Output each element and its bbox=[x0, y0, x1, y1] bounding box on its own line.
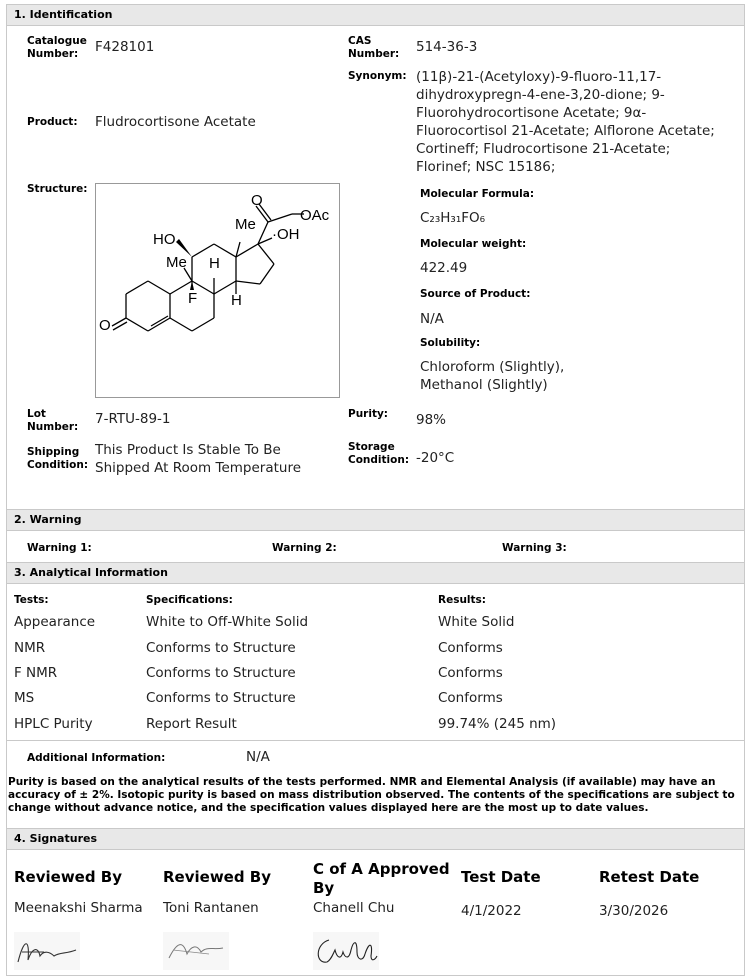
reviewed-by-2-label: Reviewed By bbox=[163, 868, 272, 886]
approved-by-value: Chanell Chu bbox=[313, 900, 395, 916]
source-value: N/A bbox=[420, 311, 444, 327]
section-analytical-header: 3. Analytical Information bbox=[6, 562, 745, 584]
product-label: Product: bbox=[27, 116, 78, 128]
product-value: Fludrocortisone Acetate bbox=[95, 114, 256, 130]
chemical-structure-image bbox=[95, 183, 340, 398]
warning-1-label: Warning 1: bbox=[27, 542, 92, 554]
signature-image-2 bbox=[163, 932, 229, 970]
table-row-result: Conforms bbox=[438, 690, 503, 706]
retest-date-value: 3/30/2026 bbox=[599, 903, 669, 919]
synonym-value: (11β)-21-(Acetyloxy)-9-fluoro-11,17-dihydroxypregn-4-ene-3,20-dione; 9-Fluorohydrocortisone Acetate; 9α-Fluorocortisol 21-Acetate; Alflorone Acetate; Cortineff; Fludrocortisone 21-Acetate; Florinef; NSC 15186; bbox=[416, 69, 715, 175]
table-row-result: White Solid bbox=[438, 614, 515, 630]
atom-me-top: Me bbox=[235, 216, 256, 233]
reviewed-by-1-value: Meenakshi Sharma bbox=[14, 900, 143, 916]
formula-label: Molecular Formula: bbox=[420, 188, 535, 200]
atom-o-left: O bbox=[99, 317, 111, 334]
atom-oh: ·OH bbox=[272, 226, 300, 243]
additional-info-label: Additional Information: bbox=[27, 752, 166, 764]
table-bottom-divider bbox=[6, 740, 745, 741]
solubility-label: Solubility: bbox=[420, 337, 481, 349]
structure-label: Structure: bbox=[27, 183, 88, 195]
reviewed-by-2-value: Toni Rantanen bbox=[163, 900, 259, 916]
col-results-header: Results: bbox=[438, 594, 486, 606]
col-specs-header: Specifications: bbox=[146, 594, 233, 606]
storage-value: -20°C bbox=[416, 450, 455, 466]
formula-value: C₂₃H₃₁FO₆ bbox=[420, 210, 486, 226]
solubility-value: Chloroform (Slightly), Methanol (Slightly) bbox=[420, 359, 565, 393]
additional-info-value: N/A bbox=[246, 749, 270, 765]
catalogue-value: F428101 bbox=[95, 39, 155, 55]
table-row-test: HPLC Purity bbox=[14, 716, 93, 732]
section-warning-header: 2. Warning bbox=[6, 509, 745, 531]
table-row-spec: Conforms to Structure bbox=[146, 640, 296, 656]
table-row-test: MS bbox=[14, 690, 35, 706]
atom-h-mid: H bbox=[209, 255, 220, 272]
cas-value: 514-36-3 bbox=[416, 39, 478, 55]
purity-note: Purity is based on the analytical results of the tests performed. NMR and Elemental Analysis (if available) may have an accuracy of ± 2%. Isotopic purity is based on mass distribution observed. The contents of the specifications are subject to change without advance notice, and the specification values displayed here are the most up to date values. bbox=[8, 776, 735, 814]
atom-ho: HO bbox=[153, 231, 176, 248]
table-row-spec: White to Off-White Solid bbox=[146, 614, 309, 630]
purity-value: 98% bbox=[416, 412, 447, 428]
lot-label: Lot Number: bbox=[27, 408, 79, 433]
atom-me-left: Me bbox=[166, 254, 187, 271]
approved-by-label: C of A Approved By bbox=[313, 860, 450, 897]
table-row-test: Appearance bbox=[14, 614, 96, 630]
purity-label: Purity: bbox=[348, 408, 389, 420]
atom-h-low: H bbox=[231, 292, 242, 309]
table-row-test: NMR bbox=[14, 640, 46, 656]
retest-date-label: Retest Date bbox=[599, 868, 700, 886]
table-row-spec: Conforms to Structure bbox=[146, 690, 296, 706]
weight-label: Molecular weight: bbox=[420, 238, 527, 250]
table-row-spec: Report Result bbox=[146, 716, 237, 732]
section-identification-header: 1. Identification bbox=[6, 4, 745, 26]
test-date-value: 4/1/2022 bbox=[461, 903, 522, 919]
table-row-result: Conforms bbox=[438, 640, 503, 656]
frame-bottom bbox=[6, 975, 745, 976]
shipping-value: This Product Is Stable To Be Shipped At Room Temperature bbox=[95, 442, 302, 476]
section-signatures-header: 4. Signatures bbox=[6, 828, 745, 850]
table-row-test: F NMR bbox=[14, 665, 58, 681]
warning-2-label: Warning 2: bbox=[272, 542, 337, 554]
atom-o-top: O bbox=[251, 192, 263, 209]
test-date-label: Test Date bbox=[461, 868, 541, 886]
atom-oac: OAc bbox=[300, 207, 330, 224]
signature-image-1 bbox=[14, 932, 80, 970]
signature-image-3 bbox=[313, 932, 379, 970]
col-tests-header: Tests: bbox=[14, 594, 49, 606]
lot-value: 7-RTU-89-1 bbox=[95, 411, 171, 427]
storage-label: Storage Condition: bbox=[348, 441, 410, 466]
shipping-label: Shipping Condition: bbox=[27, 446, 89, 471]
source-label: Source of Product: bbox=[420, 288, 531, 300]
weight-value: 422.49 bbox=[420, 260, 468, 276]
catalogue-label: Catalogue Number: bbox=[27, 35, 87, 60]
table-row-spec: Conforms to Structure bbox=[146, 665, 296, 681]
warning-3-label: Warning 3: bbox=[502, 542, 567, 554]
cas-label: CAS Number: bbox=[348, 35, 400, 60]
synonym-label: Synonym: bbox=[348, 70, 407, 82]
reviewed-by-1-label: Reviewed By bbox=[14, 868, 123, 886]
table-row-result: Conforms bbox=[438, 665, 503, 681]
structure-drawing bbox=[96, 184, 339, 397]
table-row-result: 99.74% (245 nm) bbox=[438, 716, 557, 732]
atom-f: F bbox=[188, 290, 198, 307]
